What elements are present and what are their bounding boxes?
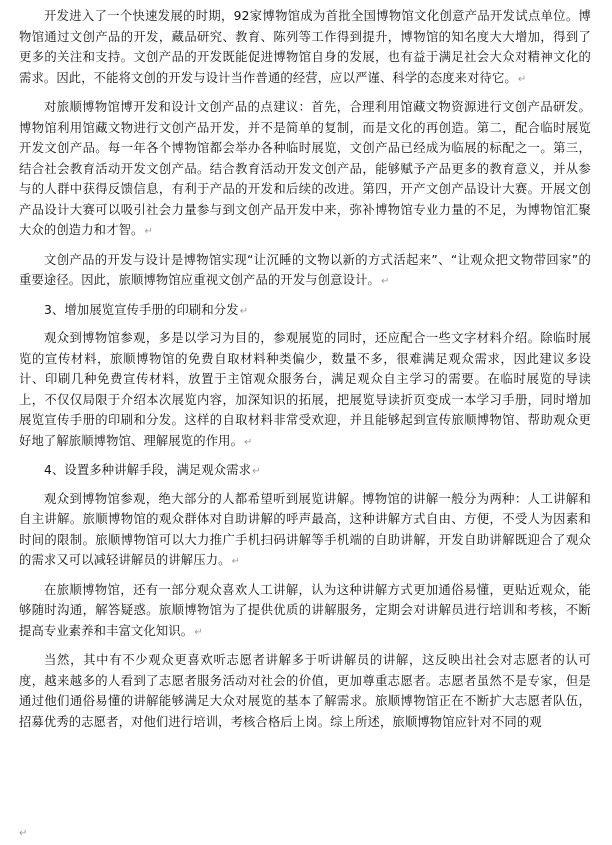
paragraph-mark-icon: ↵ — [239, 305, 249, 317]
paragraph-mark-icon: ↵ — [144, 226, 154, 237]
paragraph-mark-icon: ↵ — [19, 828, 28, 839]
heading-text: 4、设置多种讲解手段，满足观众需求 — [44, 463, 252, 477]
paragraph-1 — [19, 6, 591, 90]
paragraph-text: 文创产品的开发与设计是博物馆实现“让沉睡的文物以新的方式活起来”、“让观众把文物带回家”的重要途径。因此，旅顺博物馆应重视文创产品的开发与创意设计。 — [19, 252, 591, 287]
paragraph-mark-icon: ↵ — [194, 626, 203, 638]
paragraph-5 — [19, 489, 591, 573]
paragraph-3 — [19, 250, 591, 293]
paragraph-text: 开发进入了一个快速发展的时期，92家博物馆成为首批全国博物馆文化创意产品开发试点单位。博物馆通过文创产品的开发，藏品研究、教育、陈列等工作得到提升，博物馆的知名度大大增加，得到了更多的关注和支持。文创产品的开发既能促进博物馆自身的发展，也有益于满足社会大众对精神文化的需求。因此，不能将文创的开发与设计当作普通的经营，应以严谨、科学的态度来对待它。 — [19, 9, 591, 85]
paragraph-mark-icon: ↵ — [380, 276, 390, 287]
paragraph-text: 当然，其中有不少观众更喜欢听志愿者讲解多于听讲解员的讲解，这反映出社会对志愿者的认可度，越来越多的人看到了志愿者服务活动对社会的价值，更加尊重志愿者。志愿者虽然不是专家，但是通过他们通俗易懂的讲解能够满足大众对展览的基本了解需求。旅顺博物馆正在不断扩大志愿者队伍，招募优秀的志愿者，对他们进行培训，考核合格后上岗。综上所述，旅顺博物馆应针对不同的观 — [19, 653, 591, 729]
paragraph-mark-icon: ↵ — [252, 466, 261, 477]
paragraph-text: 观众到博物馆参观，绝大部分的人都希望听到展览讲解。博物馆的讲解一般分为两种：人工讲解和自主讲解。旅顺博物馆的观众群体对自助讲解的呼声最高，这种讲解方式自由、方便，不受人为因素和时间的限制。旅顺博物馆可以大力推广手机扫码讲解等手机端的自助讲解，开发自助讲解既迎合了观众的需求又可以减轻讲解员的讲解压力。 — [19, 491, 591, 567]
paragraph-7 — [19, 650, 591, 732]
document-body — [19, 6, 591, 739]
heading-text: 3、增加展览宣传手册的印刷和分发 — [44, 302, 239, 317]
paragraph-text: 观众到博物馆参观，多是以学习为目的，参观展览的同时，还应配合一些文字材料介绍。除临时展览的宣传材料，旅顺博物馆的免费自取材料种类偏少，数量不多，很难满足观众需求，因此建议多设计、印刷几种免费宣传材料，放置于主馆观众服务台，满足观众自主学习的需要。在临时展览的导读上，不仅仅局限于介绍本次展览内容，加深知识的拓展，把展览导读折页变成一本学习手册，同时增加展览宣传手册的印刷和分发。这样的自取材料非常受欢迎，并且能够起到宣传旅顺博物馆、帮助观众更好地了解旅顺博物馆、理解展览的作用。 — [19, 331, 591, 448]
paragraph-mark-icon: ↵ — [244, 436, 253, 448]
paragraph-text: 对旅顺博物馆博开发和设计文创产品的点建议：首先，合理利用馆藏文物资源进行文创产品研发。博物馆利用馆藏文物进行文创产品开发，并不是简单的复制，而是文化的再创造。第二，配合临时展览开发文创产品。每一年各个博物馆都会举办各种临时展览，文创产品已经成为临展的标配之一。第三，结合社会教育活动开发文创产品。结合教育活动开发文创产品，能够赋予产品更多的教育意义，并从参与的人群中获得反馈信息，有利于产品的开发和后续的改进。第四，开产文创产品设计大赛。开展文创产品设计大赛可以吸引社会力量参与到文创产品开发中来，弥补博物馆专业力量的不足，为博物馆汇聚大众的创造力和才智。 — [19, 100, 591, 237]
paragraph-2 — [19, 97, 591, 243]
paragraph-mark-icon: ↵ — [231, 556, 241, 567]
paragraph-4 — [19, 328, 591, 453]
section-heading-3 — [19, 300, 591, 323]
section-heading-4 — [19, 460, 591, 483]
paragraph-mark-icon: ↵ — [517, 73, 527, 85]
paragraph-text: 在旅顺博物馆，还有一部分观众喜欢人工讲解，认为这种讲解方式更加通俗易懂，更贴近观众，能够随时沟通，解答疑惑。旅顺博物馆为了提供优质的讲解服务，定期会对讲解员进行培训和考核，不断提高专业素养和丰富文化知识。 — [19, 582, 591, 638]
paragraph-6 — [19, 580, 591, 644]
